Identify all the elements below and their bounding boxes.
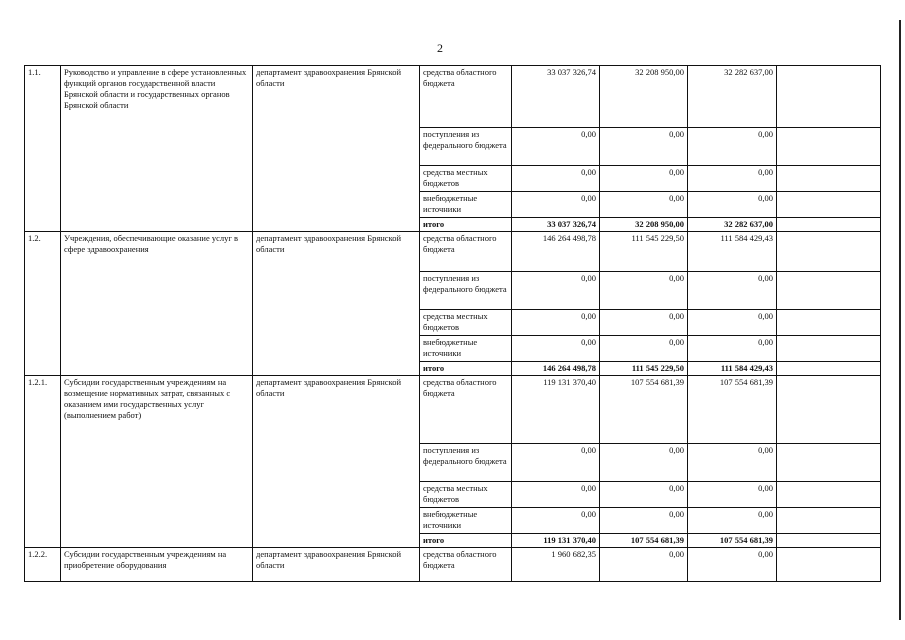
amount-v3: 107 554 681,39 (688, 534, 777, 548)
funding-source: средства областного бюджета (420, 376, 512, 444)
amount-v1: 146 264 498,78 (512, 232, 600, 272)
funding-source: средства местных бюджетов (420, 166, 512, 192)
funding-source: средства областного бюджета (420, 232, 512, 272)
amount-v1: 146 264 498,78 (512, 362, 600, 376)
amount-v1: 119 131 370,40 (512, 534, 600, 548)
empty-cell (777, 166, 881, 192)
page-number: 2 (437, 41, 443, 55)
amount-v1: 0,00 (512, 482, 600, 508)
amount-v2: 0,00 (600, 548, 688, 582)
amount-v1: 0,00 (512, 444, 600, 482)
amount-v2: 0,00 (600, 336, 688, 362)
amount-v3: 32 282 637,00 (688, 218, 777, 232)
empty-cell (777, 218, 881, 232)
funding-source: средства местных бюджетов (420, 310, 512, 336)
item-executor: департамент здравоохранения Брянской области (253, 232, 420, 376)
item-code: 1.1. (25, 66, 61, 232)
amount-v3: 0,00 (688, 192, 777, 218)
empty-cell (777, 232, 881, 272)
empty-cell (777, 362, 881, 376)
amount-v1: 33 037 326,74 (512, 66, 600, 128)
empty-cell (777, 336, 881, 362)
empty-cell (777, 192, 881, 218)
amount-v2: 0,00 (600, 166, 688, 192)
item-executor: департамент здравоохранения Брянской области (253, 376, 420, 548)
amount-v3: 107 554 681,39 (688, 376, 777, 444)
funding-source: поступления из федерального бюджета (420, 128, 512, 166)
amount-v3: 0,00 (688, 548, 777, 582)
amount-v3: 0,00 (688, 272, 777, 310)
amount-v2: 111 545 229,50 (600, 362, 688, 376)
funding-source: поступления из федерального бюджета (420, 444, 512, 482)
funding-source: средства местных бюджетов (420, 482, 512, 508)
amount-v2: 0,00 (600, 272, 688, 310)
amount-v3: 0,00 (688, 336, 777, 362)
empty-cell (777, 444, 881, 482)
budget-table (24, 65, 881, 582)
funding-source: итого (420, 534, 512, 548)
amount-v1: 0,00 (512, 166, 600, 192)
item-name: Субсидии государственным учреждениям на возмещение нормативных затрат, связанных с оказанием ими государственных услуг (выполнением работ) (61, 376, 253, 548)
amount-v1: 0,00 (512, 272, 600, 310)
funding-source: внебюджетные источники (420, 508, 512, 534)
table-row (25, 548, 881, 582)
amount-v2: 32 208 950,00 (600, 66, 688, 128)
empty-cell (777, 534, 881, 548)
amount-v1: 0,00 (512, 336, 600, 362)
empty-cell (777, 508, 881, 534)
amount-v1: 0,00 (512, 508, 600, 534)
table-row (25, 66, 881, 128)
amount-v1: 1 960 682,35 (512, 548, 600, 582)
empty-cell (777, 128, 881, 166)
amount-v3: 32 282 637,00 (688, 66, 777, 128)
funding-source: средства областного бюджета (420, 548, 512, 582)
funding-source: внебюджетные источники (420, 336, 512, 362)
amount-v3: 0,00 (688, 508, 777, 534)
amount-v3: 0,00 (688, 444, 777, 482)
funding-source: итого (420, 218, 512, 232)
item-code: 1.2.1. (25, 376, 61, 548)
amount-v1: 0,00 (512, 128, 600, 166)
table-row (25, 376, 881, 444)
item-name: Учреждения, обеспечивающие оказание услуг в сфере здравоохранения (61, 232, 253, 376)
amount-v1: 0,00 (512, 310, 600, 336)
empty-cell (777, 66, 881, 128)
funding-source: итого (420, 362, 512, 376)
amount-v3: 111 584 429,43 (688, 362, 777, 376)
amount-v1: 119 131 370,40 (512, 376, 600, 444)
amount-v3: 0,00 (688, 166, 777, 192)
item-executor: департамент здравоохранения Брянской области (253, 548, 420, 582)
empty-cell (777, 482, 881, 508)
amount-v2: 32 208 950,00 (600, 218, 688, 232)
item-name: Субсидии государственным учреждениям на приобретение оборудования (61, 548, 253, 582)
item-code: 1.2. (25, 232, 61, 376)
scan-edge-line (899, 20, 901, 620)
amount-v2: 0,00 (600, 444, 688, 482)
amount-v3: 0,00 (688, 310, 777, 336)
amount-v3: 111 584 429,43 (688, 232, 777, 272)
amount-v3: 0,00 (688, 128, 777, 166)
empty-cell (777, 548, 881, 582)
funding-source: поступления из федерального бюджета (420, 272, 512, 310)
amount-v2: 0,00 (600, 128, 688, 166)
amount-v2: 111 545 229,50 (600, 232, 688, 272)
amount-v2: 0,00 (600, 192, 688, 218)
amount-v2: 0,00 (600, 310, 688, 336)
amount-v2: 0,00 (600, 482, 688, 508)
empty-cell (777, 272, 881, 310)
amount-v2: 0,00 (600, 508, 688, 534)
empty-cell (777, 376, 881, 444)
amount-v1: 0,00 (512, 192, 600, 218)
item-code: 1.2.2. (25, 548, 61, 582)
funding-source: внебюджетные источники (420, 192, 512, 218)
amount-v2: 107 554 681,39 (600, 376, 688, 444)
amount-v1: 33 037 326,74 (512, 218, 600, 232)
funding-source: средства областного бюджета (420, 66, 512, 128)
amount-v3: 0,00 (688, 482, 777, 508)
item-executor: департамент здравоохранения Брянской области (253, 66, 420, 232)
table-row (25, 232, 881, 272)
item-name: Руководство и управление в сфере установленных функций органов государственной власти Брянской области и государственных органов Брянской области (61, 66, 253, 232)
empty-cell (777, 310, 881, 336)
amount-v2: 107 554 681,39 (600, 534, 688, 548)
